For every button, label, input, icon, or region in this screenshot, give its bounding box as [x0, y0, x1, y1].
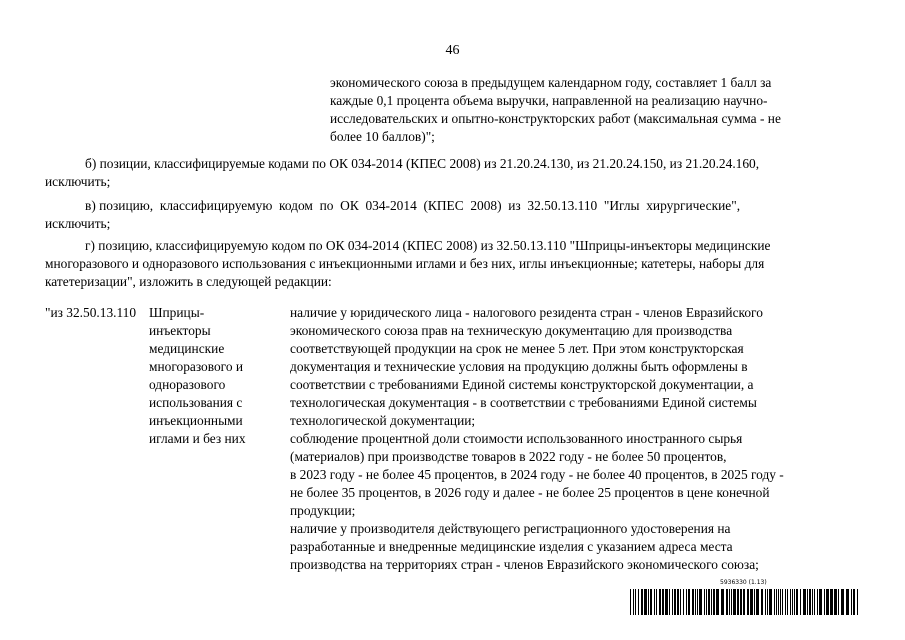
barcode-bar: [683, 589, 684, 615]
text-line: в) позицию, классифицируемую кодом по ОК 034-2014 (КПЕС 2008) из 32.50.13.110 "Иглы хирургические",: [85, 198, 741, 213]
barcode-bar: [790, 589, 791, 615]
barcode-bar: [706, 589, 707, 615]
text-line: экономического союза прав на техническую документацию для производства: [290, 323, 733, 338]
text-line: исключить;: [45, 174, 111, 189]
barcode-bar: [747, 589, 749, 615]
barcode-bar: [796, 589, 798, 615]
text-line: использования с: [149, 395, 243, 410]
barcode-bar: [697, 589, 698, 615]
barcode-bar: [769, 589, 772, 615]
barcode-bar: [756, 589, 759, 615]
barcode-bar: [841, 589, 844, 615]
barcode-bar: [778, 589, 779, 615]
barcode-bar: [846, 589, 849, 615]
barcode-bar: [774, 589, 775, 615]
continuation-text: [330, 74, 860, 146]
barcode-bar: [814, 589, 815, 615]
barcode-bar: [659, 589, 661, 615]
barcode-bar: [787, 589, 788, 615]
text-line: разработанные и внедренные медицинские изделия с указанием адреса места: [290, 539, 733, 554]
text-line: исключить;: [45, 216, 111, 231]
barcode-bar: [699, 589, 702, 615]
barcode-bar: [785, 589, 786, 615]
barcode-bar: [665, 589, 668, 615]
barcode-bar: [743, 589, 745, 615]
barcode-bar: [812, 589, 813, 615]
barcode-bar: [650, 589, 652, 615]
text-line: соответствии с требованиями Единой системы конструкторской документации, а: [290, 377, 754, 392]
barcode-bar: [782, 589, 783, 615]
barcode-bar: [807, 589, 808, 615]
text-line: инъекторы: [149, 323, 211, 338]
barcode-bar: [733, 589, 736, 615]
barcode-bar: [677, 589, 679, 615]
barcode-bar: [716, 589, 719, 615]
barcode-bar: [851, 589, 852, 615]
barcode-bar: [726, 589, 728, 615]
text-line: продукции;: [290, 503, 356, 518]
barcode-bar: [721, 589, 724, 615]
barcode-bar: [672, 589, 673, 615]
barcode-bar: [819, 589, 822, 615]
text-line: г) позицию, классифицируемую кодом по ОК 034-2014 (КПЕС 2008) из 32.50.13.110 "Шприцы-инъекторы медицинские: [85, 238, 771, 253]
text-line: наличие у производителя действующего регистрационного удостоверения на: [290, 521, 731, 536]
barcode-bar: [817, 589, 818, 615]
barcode-bar: [669, 589, 670, 615]
barcode-bar: [644, 589, 647, 615]
barcode-bar: [688, 589, 690, 615]
barcode-bar: [711, 589, 712, 615]
barcode-bar: [686, 589, 687, 615]
text-line: соблюдение процентной доли стоимости использованного иностранного сырья: [290, 431, 743, 446]
product-code: "из 32.50.13.110: [45, 305, 137, 320]
text-line: наличие у юридического лица - налогового резидента стран - членов Евразийского: [290, 305, 763, 320]
barcode-bar: [853, 589, 855, 615]
text-line: медицинские: [149, 341, 225, 356]
paragraph-v: [45, 197, 860, 233]
barcode-bar: [776, 589, 777, 615]
barcode-bar: [654, 589, 655, 615]
barcode-bar: [794, 589, 795, 615]
text-line: иглами и без них: [149, 431, 246, 446]
barcode-bar: [731, 589, 732, 615]
barcode-bar: [826, 589, 829, 615]
text-line: технологической документации;: [290, 413, 476, 428]
product-name: [149, 304, 279, 448]
barcode-bar: [633, 589, 634, 615]
barcode-bar: [635, 589, 636, 615]
barcode-bar: [630, 589, 631, 615]
barcode-bar: [708, 589, 710, 615]
barcode-bar: [638, 589, 639, 615]
product-requirements: [290, 304, 855, 574]
text-line: каждые 0,1 процента объема выручки, направленной на реализацию научно-: [330, 93, 768, 108]
text-line: б) позиции, классифицируемые кодами по ОК 034-2014 (КПЕС 2008) из 21.20.24.130, из 21.20.24.150, из 21.20.24.160,: [85, 156, 760, 171]
text-line: Шприцы-: [149, 305, 205, 320]
barcode-bar: [713, 589, 715, 615]
text-line: экономического союза в предыдущем календарном году, составляет 1 балл за: [330, 75, 772, 90]
text-line: более 10 баллов)";: [330, 129, 435, 144]
text-line: технологическая документация - в соответствии с требованиями Единой системы: [290, 395, 757, 410]
barcode-bar: [740, 589, 742, 615]
text-line: не более 35 процентов, в 2026 году и далее - не более 25 процентов в цене конечной: [290, 485, 770, 500]
text-line: катетеризации", изложить в следующей редакции:: [45, 274, 332, 289]
barcode-bar: [809, 589, 811, 615]
barcode-bar: [792, 589, 793, 615]
page-number: 46: [445, 43, 460, 58]
barcode-bar: [857, 589, 858, 615]
barcode-bar: [704, 589, 705, 615]
barcode-bar: [754, 589, 755, 615]
paragraph-b: [45, 155, 860, 191]
text-line: производства на территориях стран - членов Евразийского экономического союза;: [290, 557, 759, 572]
barcode-label: 5936330 (1.13): [720, 579, 767, 586]
barcode-bar: [803, 589, 806, 615]
barcode-bar: [838, 589, 839, 615]
barcode-bar: [656, 589, 657, 615]
barcode-bar: [695, 589, 696, 615]
barcode-bar: [830, 589, 833, 615]
barcode-bar: [765, 589, 766, 615]
text-line: многоразового и: [149, 359, 244, 374]
barcode-bar: [674, 589, 676, 615]
barcode-bar: [641, 589, 643, 615]
barcode-bar: [780, 589, 781, 615]
barcode-bar: [767, 589, 768, 615]
text-line: исследовательских и опытно-конструкторских работ (максимальная сумма - не: [330, 111, 781, 126]
barcode-bar: [834, 589, 837, 615]
text-line: в 2023 году - не более 45 процентов, в 2024 году - не более 40 процентов, в 2025 году -: [290, 467, 784, 482]
text-line: документация и технические условия на продукцию должны быть оформлены в: [290, 359, 748, 374]
text-line: соответствующей продукции на срок не менее 5 лет. При этом конструкторская: [290, 341, 744, 356]
text-line: многоразового и одноразового использования с инъекционными иглами и без них, иглы инъекционные; катетеры, наборы для: [45, 256, 765, 271]
barcode-bar: [750, 589, 753, 615]
barcode-bar: [662, 589, 664, 615]
barcode-bar: [761, 589, 763, 615]
barcode-bar: [729, 589, 730, 615]
barcode-bar: [680, 589, 681, 615]
barcode-bar: [824, 589, 825, 615]
text-line: инъекционными: [149, 413, 243, 428]
barcode-bar: [800, 589, 801, 615]
text-line: (материалов) при производстве товаров в 2022 году - не более 50 процентов,: [290, 449, 727, 464]
barcode-bar: [692, 589, 694, 615]
text-line: одноразового: [149, 377, 226, 392]
barcode-bar: [648, 589, 649, 615]
barcode-bar: [737, 589, 739, 615]
barcode: [630, 589, 860, 615]
paragraph-g: [45, 237, 860, 291]
